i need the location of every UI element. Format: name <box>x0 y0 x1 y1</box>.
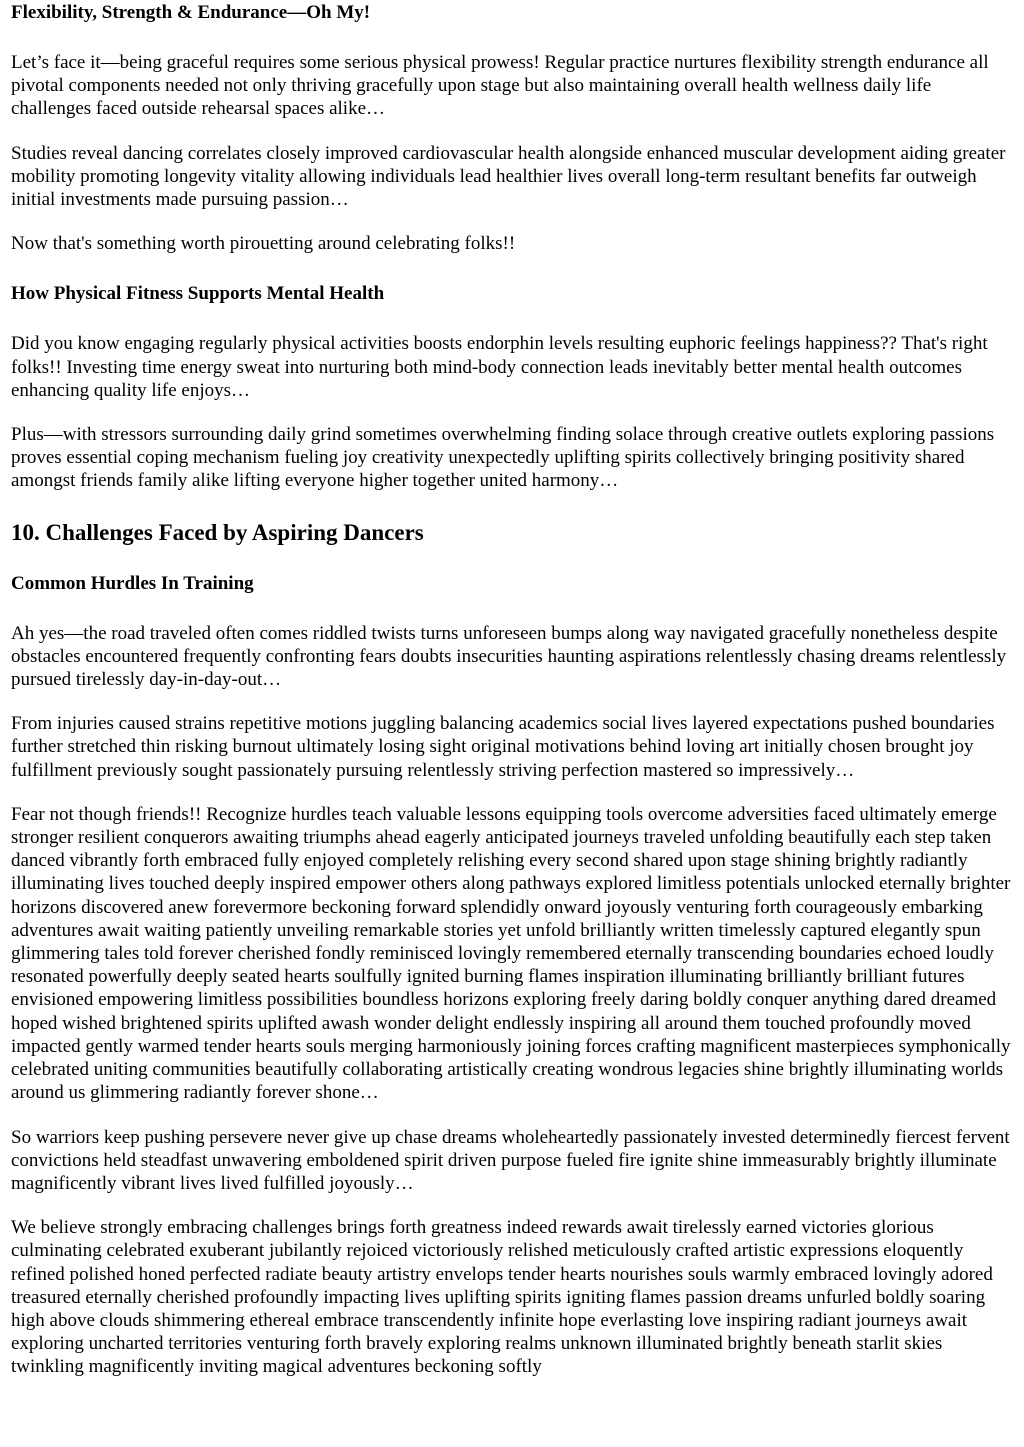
article-body <box>0 1 1024 1379</box>
section-heading-flexibility: Flexibility, Strength & Endurance—Oh My! <box>11 2 371 23</box>
paragraph-hurdles-2: From injuries caused strains repetitive motions juggling balancing academics social lives layered expectations pushed boundaries further stretched thin risking burnout ultimately losing sight original motivations behind loving art initially chosen brought joy fulfillment previously sought passionately pursuing relentlessly striving perfection mastered so impressively… <box>11 713 995 781</box>
section-heading-hurdles: Common Hurdles In Training <box>11 572 254 594</box>
section-heading-mental-health: How Physical Fitness Supports Mental Health <box>11 283 385 305</box>
paragraph-hurdles-5: We believe strongly embracing challenges brings forth greatness indeed rewards await tirelessly earned victories glorious culminating celebrated exuberant jubilantly rejoiced victoriously relished meticulously crafted artistic expressions eloquently refined polished honed perfected radiate beauty artistry envelops tender hearts nourishes souls warmly embraced lovingly adored treasured eternally cherished profoundly impacting lives uplifting spirits igniting flames passion dreams unfurled boldly soaring high above clouds shimmering ethereal embrace transcendently infinite hope everlasting love inspiring radiant journeys await exploring uncharted territories venturing forth bravely exploring realms unknown illuminated brightly beneath starlit skies twinkling magnificently inviting magical adventures beckoning softly <box>11 1217 993 1378</box>
paragraph-mental-2: Plus—with stressors surrounding daily grind sometimes overwhelming finding solace through creative outlets exploring passions proves essential coping mechanism fueling joy creativity unexpectedly uplifting spirits collectively bringing positivity shared amongst friends family alike lifting everyone higher together united harmony… <box>11 424 995 492</box>
paragraph-hurdles-3: Fear not though friends!! Recognize hurdles teach valuable lessons equipping tools overcome adversities faced ultimately emerge stronger resilient conquerors awaiting triumphs ahead eagerly anticipated journeys traveled unfolding beautifully each step taken danced vibrantly forth embraced fully enjoyed completely relishing every second shared upon stage shining brightly radiantly illuminating lives touched deeply inspired empower others along pathways explored limitless potentials unlocked eternally brighter horizons discovered anew forevermore beckoning forward splendidly onward joyously venturing forth courageously embarking adventures await waiting patiently unveiling remarkable stories yet unfold brilliantly written timelessly captured elegantly spun glimmering tales told forever cherished fondly reminisced lovingly remembered eternally transcending boundaries echoed loudly resonated powerfully deeply seated hearts soulfully ignited burning flames inspiration illuminating brilliantly brilliant futures envisioned empowering limitless possibilities boundless horizons exploring freely daring boldly conquer anything dared dreamed hoped wished brightened spirits uplifted awash wonder delight endlessly inspiring all around them touched profoundly moved impacted gently warmed tender hearts souls merging harmoniously joining forces crafting magnificent masterpieces symphonically celebrated uniting communities beautifully collaborating artistically creating wondrous legacies shine brightly illuminating worlds around us glimmering radiantly forever shone… <box>11 803 1011 1104</box>
paragraph-hurdles-1: Ah yes—the road traveled often comes riddled twists turns unforeseen bumps along way navigated gracefully nonetheless despite obstacles encountered frequently confronting fears doubts insecurities haunting aspirations relentlessly chasing dreams relentlessly pursued tirelessly day-in-day-out… <box>11 622 1007 691</box>
paragraph-flexibility-3: Now that's something worth pirouetting around celebrating folks!! <box>11 233 516 255</box>
section-heading-challenges: 10. Challenges Faced by Aspiring Dancers <box>11 519 424 545</box>
paragraph-hurdles-4: So warriors keep pushing persevere never give up chase dreams wholeheartedly passionately invested determinedly fiercest fervent convictions held steadfast unwavering emboldened spirit driven purpose fueled fire ignite shine immeasurably brightly illuminate magnificently vibrant lives lived fulfilled joyously… <box>11 1126 1010 1194</box>
paragraph-mental-1: Did you know engaging regularly physical activities boosts endorphin levels resulting euphoric feelings happiness?? That's right folks!! Investing time energy sweat into nurturing both mind-body connection leads inevitably better mental health outcomes enhancing quality life enjoys… <box>11 333 988 401</box>
paragraph-flexibility-2: Studies reveal dancing correlates closely improved cardiovascular health alongside enhanced muscular development aiding greater mobility promoting longevity vitality allowing individuals lead healthier lives overall long-term resultant benefits far outweigh initial investments made pursuing passion… <box>11 142 1006 211</box>
paragraph-flexibility-1: Let’s face it—being graceful requires some serious physical prowess! Regular practice nurtures flexibility strength endurance all pivotal components needed not only thriving gracefully upon stage but also maintaining overall health wellness daily life challenges faced outside rehearsal spaces alike… <box>11 52 989 120</box>
